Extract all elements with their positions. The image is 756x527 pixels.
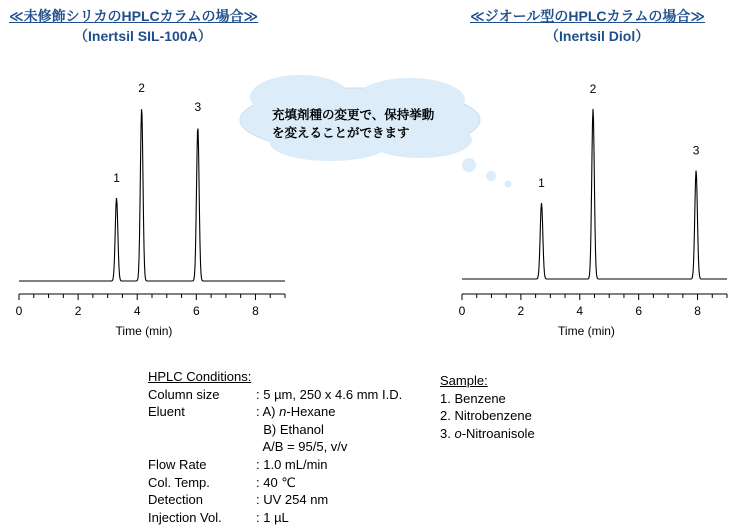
sample-number: 2. [440, 408, 455, 424]
hplc-conditions [148, 368, 402, 526]
sample-number: 3. [440, 425, 455, 441]
condition-value-italic: n [279, 404, 287, 420]
sample-name-italic: o [454, 425, 462, 441]
sample-item [440, 425, 535, 443]
condition-label: Col. Temp. [148, 474, 210, 490]
condition-value-text: : A) [256, 404, 280, 420]
condition-row [148, 421, 402, 439]
condition-row [148, 509, 402, 527]
condition-label: Flow Rate [148, 456, 207, 472]
left-chart-title: ≪未修飾シリカのHPLCカラムの場合≫ [9, 8, 259, 24]
condition-label: Detection [148, 492, 203, 508]
sample-name: Benzene [454, 390, 506, 406]
conditions-header: HPLC Conditions: [148, 369, 252, 384]
bubble-text-line2: を変えることができます [272, 125, 410, 140]
condition-row [148, 456, 402, 474]
x-axis-label: Time (min) [115, 324, 173, 338]
left-chart-subtitle: （Inertsil SIL-100A） [74, 28, 212, 44]
condition-value [256, 403, 336, 421]
condition-row [148, 386, 402, 404]
sample-name: Nitrobenzene [454, 408, 532, 424]
condition-value [256, 456, 328, 474]
condition-value-text: : 5 µm, 250 x 4.6 mm I.D. [256, 386, 403, 402]
bubble-dot [462, 158, 476, 172]
condition-value [256, 438, 347, 456]
condition-value-text: B) Ethanol [256, 421, 324, 437]
condition-label [148, 438, 256, 456]
right-chart-title: ≪ジオール型のHPLCカラムの場合≫ [470, 8, 706, 24]
peak-label: 2 [138, 81, 145, 95]
bubble-text-line1: 充填剤種の変更で、保持挙動 [272, 107, 435, 122]
x-tick-label: 2 [74, 304, 82, 318]
speech-bubble [240, 75, 512, 188]
x-tick-label: 6 [635, 304, 643, 318]
condition-value-text: : 1 µL [256, 509, 289, 525]
right-chart-subtitle: （Inertsil Diol） [545, 28, 650, 44]
peak-label: 1 [538, 175, 545, 190]
x-tick-label: 8 [694, 304, 701, 318]
condition-row [148, 491, 402, 509]
condition-value-rest: -Hexane [286, 404, 336, 420]
condition-value-text: : 40 ℃ [256, 474, 296, 490]
peak-label: 1 [113, 170, 120, 185]
peak-label: 3 [194, 100, 202, 115]
sample-header: Sample: [440, 373, 488, 388]
condition-label: Column size [148, 386, 220, 402]
peak-label: 2 [589, 81, 597, 96]
right-chromatogram [459, 82, 727, 338]
bubble-dot [486, 171, 496, 181]
x-tick-label: 2 [517, 304, 525, 318]
sample-item [440, 390, 535, 408]
condition-value [256, 474, 296, 492]
condition-value [256, 509, 289, 527]
sample-name: -Nitroanisole [461, 425, 535, 441]
sample-list [440, 372, 535, 442]
condition-value [256, 421, 324, 439]
sample-item [440, 407, 535, 425]
peak-label: 3 [692, 143, 700, 158]
condition-value-text: : 1.0 mL/min [256, 456, 328, 472]
condition-row [148, 438, 402, 456]
x-tick-label: 0 [458, 304, 466, 318]
condition-label: Eluent [148, 404, 185, 420]
x-tick-label: 4 [576, 304, 584, 318]
condition-value-text: : UV 254 nm [256, 492, 329, 508]
sample-number: 1. [440, 390, 455, 406]
condition-row [148, 403, 402, 421]
condition-label [148, 421, 256, 439]
x-axis-label: Time (min) [558, 324, 615, 338]
condition-label: Injection Vol. [148, 509, 222, 525]
x-tick-label: 4 [133, 304, 141, 318]
condition-value [256, 491, 328, 509]
x-tick-label: 8 [252, 304, 259, 318]
condition-value-text: A/B = 95/5, v/v [256, 439, 348, 455]
chromatogram-trace [19, 109, 285, 281]
x-tick-label: 0 [15, 304, 23, 318]
condition-row [148, 474, 402, 492]
x-tick-label: 6 [192, 304, 200, 318]
condition-value [256, 386, 402, 404]
chromatogram-trace [462, 109, 727, 279]
bubble-dot [505, 181, 512, 188]
